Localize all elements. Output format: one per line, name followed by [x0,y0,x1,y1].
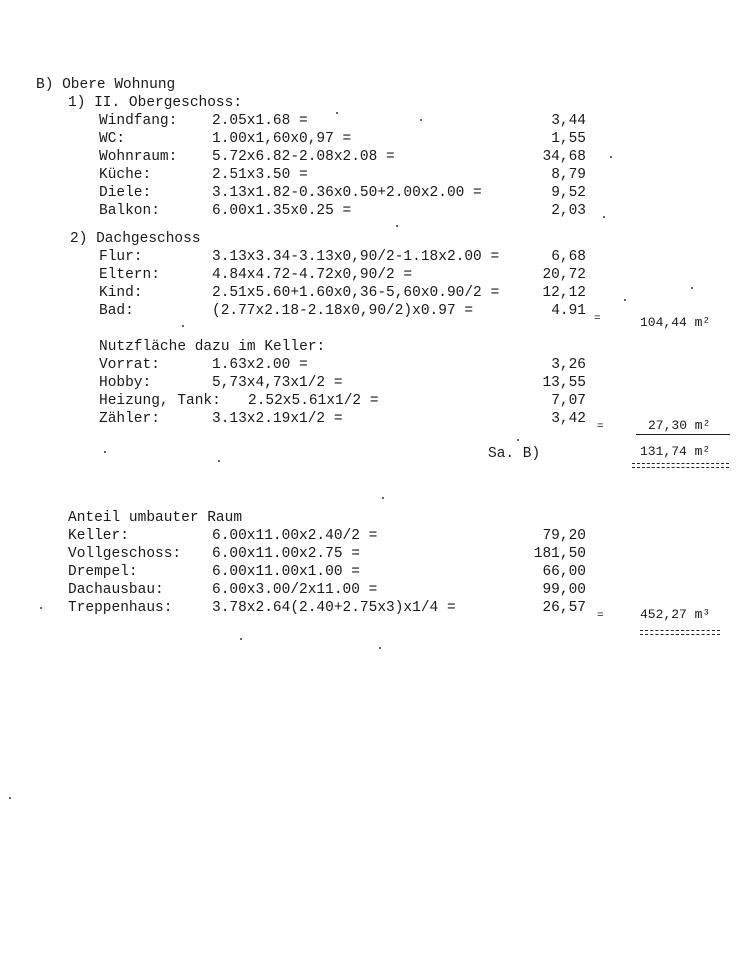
row-formula: 3.78x2.64(2.40+2.75x3)x1/4 = [212,600,456,616]
row-label: Eltern: [99,267,160,283]
row-label: Dachausbau: [68,582,164,598]
scan-speck [396,225,398,227]
row-value: 8,79 [551,167,586,183]
row-formula: (2.77x2.18-2.18x0,90/2)x0.97 = [212,303,474,319]
row-formula: 6.00x1.35x0.25 = [212,203,352,219]
subtotal-value: 104,44 m² [640,315,711,330]
row-label: Vorrat: [99,357,160,373]
row-value: 26,57 [542,600,586,616]
scan-speck [240,638,242,640]
row-value: 181,50 [533,546,586,562]
subtotal-value: 27,30 m² [648,418,711,433]
row-value: 1,55 [551,131,586,147]
row-value: 20,72 [542,267,586,283]
row-formula: 2.52x5.61x1/2 = [248,393,379,409]
row-value: 3,42 [551,411,586,427]
row-label: Kind: [99,285,143,301]
row-value: 9,52 [551,185,586,201]
row-formula: 3.13x1.82-0.36x0.50+2.00x2.00 = [212,185,482,201]
scan-speck [379,647,381,649]
row-formula: 5,73x4,73x1/2 = [212,375,343,391]
scan-speck [182,325,184,327]
keller-title: Nutzfläche dazu im Keller: [99,339,326,355]
sub1-title: 1) II. Obergeschoss: [68,95,243,111]
row-label: Küche: [99,167,152,183]
row-label: Zähler: [99,411,160,427]
row-formula: 3.13x2.19x1/2 = [212,411,343,427]
row-label: Balkon: [99,203,160,219]
equals-sign: = [597,610,604,622]
row-label: Hobby: [99,375,152,391]
scan-speck [691,287,693,289]
row-label: Bad: [99,303,134,319]
row-formula: 5.72x6.82-2.08x2.08 = [212,149,395,165]
row-value: 34,68 [542,149,586,165]
section-b-title: B) Obere Wohnung [36,77,176,93]
scan-speck [382,497,384,499]
row-label: Flur: [99,249,143,265]
row-formula: 2.51x5.60+1.60x0,36-5,60x0.90/2 = [212,285,500,301]
row-formula: 2.51x3.50 = [212,167,308,183]
row-value: 13,55 [542,375,586,391]
scan-speck [624,299,626,301]
row-formula: 2.05x1.68 = [212,113,308,129]
subtotal-underline [636,434,730,435]
equals-sign: = [597,421,604,433]
row-formula: 1.63x2.00 = [212,357,308,373]
row-value: 99,00 [542,582,586,598]
row-formula: 3.13x3.34-3.13x0,90/2-1.18x2.00 = [212,249,500,265]
row-value: 7,07 [551,393,586,409]
row-label: Keller: [68,528,129,544]
row-label: Treppenhaus: [68,600,173,616]
row-value: 3,26 [551,357,586,373]
double-underline [632,463,729,468]
raum-title: Anteil umbauter Raum [68,510,243,526]
row-value: 6,68 [551,249,586,265]
scan-speck [104,451,106,453]
row-value: 66,00 [542,564,586,580]
row-formula: 4.84x4.72-4.72x0,90/2 = [212,267,413,283]
scan-speck [9,797,11,799]
row-formula: 1.00x1,60x0,97 = [212,131,352,147]
row-label: Heizung, Tank: [99,393,221,409]
row-label: WC: [99,131,126,147]
row-value: 12,12 [542,285,586,301]
row-label: Drempel: [68,564,138,580]
scan-speck [336,112,338,114]
scan-speck [40,607,42,609]
row-label: Windfang: [99,113,178,129]
sum-label: Sa. B) [488,446,541,462]
double-underline [640,630,720,635]
row-label: Vollgeschoss: [68,546,182,562]
row-formula: 6.00x3.00/2x11.00 = [212,582,378,598]
row-formula: 6.00x11.00x2.75 = [212,546,360,562]
scan-speck [517,439,519,441]
sub2-title: 2) Dachgeschoss [70,231,201,247]
equals-sign: = [594,313,601,325]
row-formula: 6.00x11.00x1.00 = [212,564,360,580]
scan-speck [420,119,422,121]
raum-total: 452,27 m³ [640,607,711,622]
row-value: 2,03 [551,203,586,219]
scan-speck [610,156,612,158]
row-value: 3,44 [551,113,586,129]
sum-value: 131,74 m² [640,444,711,459]
scan-speck [218,460,220,462]
row-formula: 6.00x11.00x2.40/2 = [212,528,378,544]
row-label: Wohnraum: [99,149,178,165]
scan-speck [603,216,605,218]
row-label: Diele: [99,185,152,201]
row-value: 4.91 [551,303,586,319]
row-value: 79,20 [542,528,586,544]
